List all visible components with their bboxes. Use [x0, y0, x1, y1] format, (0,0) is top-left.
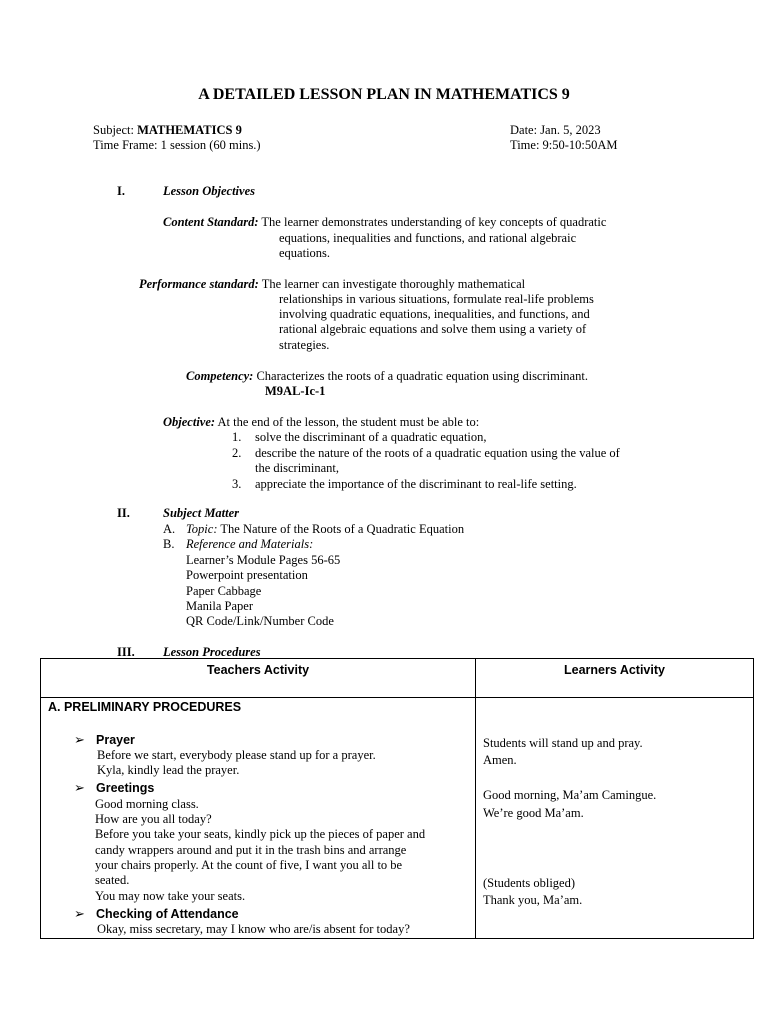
time-frame-line: Time Frame: 1 session (60 mins.)	[93, 138, 261, 152]
subject-line	[93, 123, 242, 138]
learner-response: Good morning, Ma’am Camingue.	[483, 788, 657, 802]
teachers-activity-header: Teachers Activity	[41, 659, 476, 698]
greetings-bullet	[74, 780, 154, 796]
performance-standard-line-3: involving quadratic equations, inequalities, and functions, and	[279, 307, 590, 321]
objective-item-2-line-2: the discriminant,	[255, 461, 340, 475]
material-item: Powerpoint presentation	[186, 568, 308, 582]
subject-label: Subject:	[93, 123, 138, 137]
attendance-title: Checking of Attendance	[96, 907, 239, 921]
section-1-numeral: I.	[117, 184, 125, 198]
performance-standard-line-4: rational algebraic equations and solve them using a variety of	[279, 322, 587, 336]
material-item: Learner’s Module Pages 56-65	[186, 553, 341, 567]
learner-response: Amen.	[483, 753, 517, 767]
section-3-numeral: III.	[117, 645, 135, 659]
performance-standard-line-1: Performance standard: The learner can investigate thoroughly mathematical	[139, 277, 526, 291]
prayer-line-2: Kyla, kindly lead the prayer.	[97, 763, 240, 777]
section-2-numeral: II.	[117, 506, 130, 520]
topic-letter: A.	[163, 522, 176, 536]
arrow-bullet-icon: ➢	[74, 906, 85, 921]
learner-response: Students will stand up and pray.	[483, 736, 643, 750]
learner-response: Thank you, Ma’am.	[483, 893, 583, 907]
attendance-bullet	[74, 906, 239, 922]
table-header-row	[41, 659, 754, 698]
greetings-title: Greetings	[96, 781, 155, 795]
performance-standard-label: Performance standard:	[139, 277, 259, 291]
greetings-line: seated.	[95, 873, 130, 887]
document-title: A DETAILED LESSON PLAN IN MATHEMATICS 9	[198, 86, 570, 103]
reference-letter: B.	[163, 537, 175, 551]
arrow-bullet-icon: ➢	[74, 732, 85, 747]
prayer-line-1: Before we start, everybody please stand up for a prayer.	[97, 748, 376, 762]
objective-item-3: appreciate the importance of the discriminant to real-life setting.	[255, 477, 577, 491]
performance-standard-line-2: relationships in various situations, formulate real-life problems	[279, 292, 594, 306]
objective-num-2: 2.	[232, 446, 242, 460]
topic-line: Topic: The Nature of the Roots of a Quadratic Equation	[186, 522, 465, 536]
prayer-title: Prayer	[96, 733, 135, 747]
material-item: Manila Paper	[186, 599, 253, 613]
objective-item-1: solve the discriminant of a quadratic equation,	[255, 430, 487, 444]
reference-label: Reference and Materials:	[186, 537, 314, 551]
competency-line: Competency: Characterizes the roots of a quadratic equation using discriminant.	[186, 369, 588, 383]
objective-item-2-line-1: describe the nature of the roots of a quadratic equation using the value of	[255, 446, 620, 460]
learners-activity-header: Learners Activity	[476, 659, 754, 698]
greetings-line: How are you all today?	[95, 812, 212, 826]
competency-label: Competency:	[186, 369, 254, 383]
content-standard-label: Content Standard:	[163, 215, 259, 229]
greetings-line: your chairs properly. At the count of five, I want you all to be	[95, 858, 403, 872]
prayer-bullet	[74, 732, 135, 748]
greetings-line: Good morning class.	[95, 797, 199, 811]
preliminary-procedures-heading: A. PRELIMINARY PROCEDURES	[48, 700, 242, 714]
lesson-procedures-table	[40, 658, 754, 939]
date-line: Date: Jan. 5, 2023	[510, 123, 601, 137]
arrow-bullet-icon: ➢	[74, 780, 85, 795]
content-standard-line-3: equations.	[279, 246, 331, 260]
material-item: QR Code/Link/Number Code	[186, 614, 334, 628]
greetings-line: Before you take your seats, kindly pick up the pieces of paper and	[95, 827, 426, 841]
section-2-heading: Subject Matter	[163, 506, 240, 520]
content-standard-line-1: Content Standard: The learner demonstrates understanding of key concepts of quadratic	[163, 215, 607, 229]
table-row	[41, 698, 754, 939]
competency-code: M9AL-Ic-1	[265, 384, 326, 398]
performance-standard-line-5: strategies.	[279, 338, 330, 352]
material-item: Paper Cabbage	[186, 584, 262, 598]
subject-value: MATHEMATICS 9	[137, 123, 242, 137]
learners-activity-cell	[476, 698, 754, 939]
greetings-line: candy wrappers around and put it in the trash bins and arrange	[95, 843, 407, 857]
objective-num-3: 3.	[232, 477, 242, 491]
topic-label: Topic:	[186, 522, 218, 536]
section-1-heading: Lesson Objectives	[163, 184, 255, 198]
greetings-line: You may now take your seats.	[95, 889, 246, 903]
objective-num-1: 1.	[232, 430, 242, 444]
objective-line: Objective: At the end of the lesson, the student must be able to:	[163, 415, 480, 429]
learner-response: We’re good Ma’am.	[483, 806, 584, 820]
content-standard-line-2: equations, inequalities and functions, and rational algebraic	[279, 231, 577, 245]
attendance-line: Okay, miss secretary, may I know who are/is absent for today?	[97, 922, 410, 936]
time-line: Time: 9:50-10:50AM	[510, 138, 618, 152]
objective-label: Objective:	[163, 415, 216, 429]
section-3-heading: Lesson Procedures	[163, 645, 261, 659]
teachers-activity-cell	[41, 698, 476, 939]
learner-response: (Students obliged)	[483, 876, 576, 890]
